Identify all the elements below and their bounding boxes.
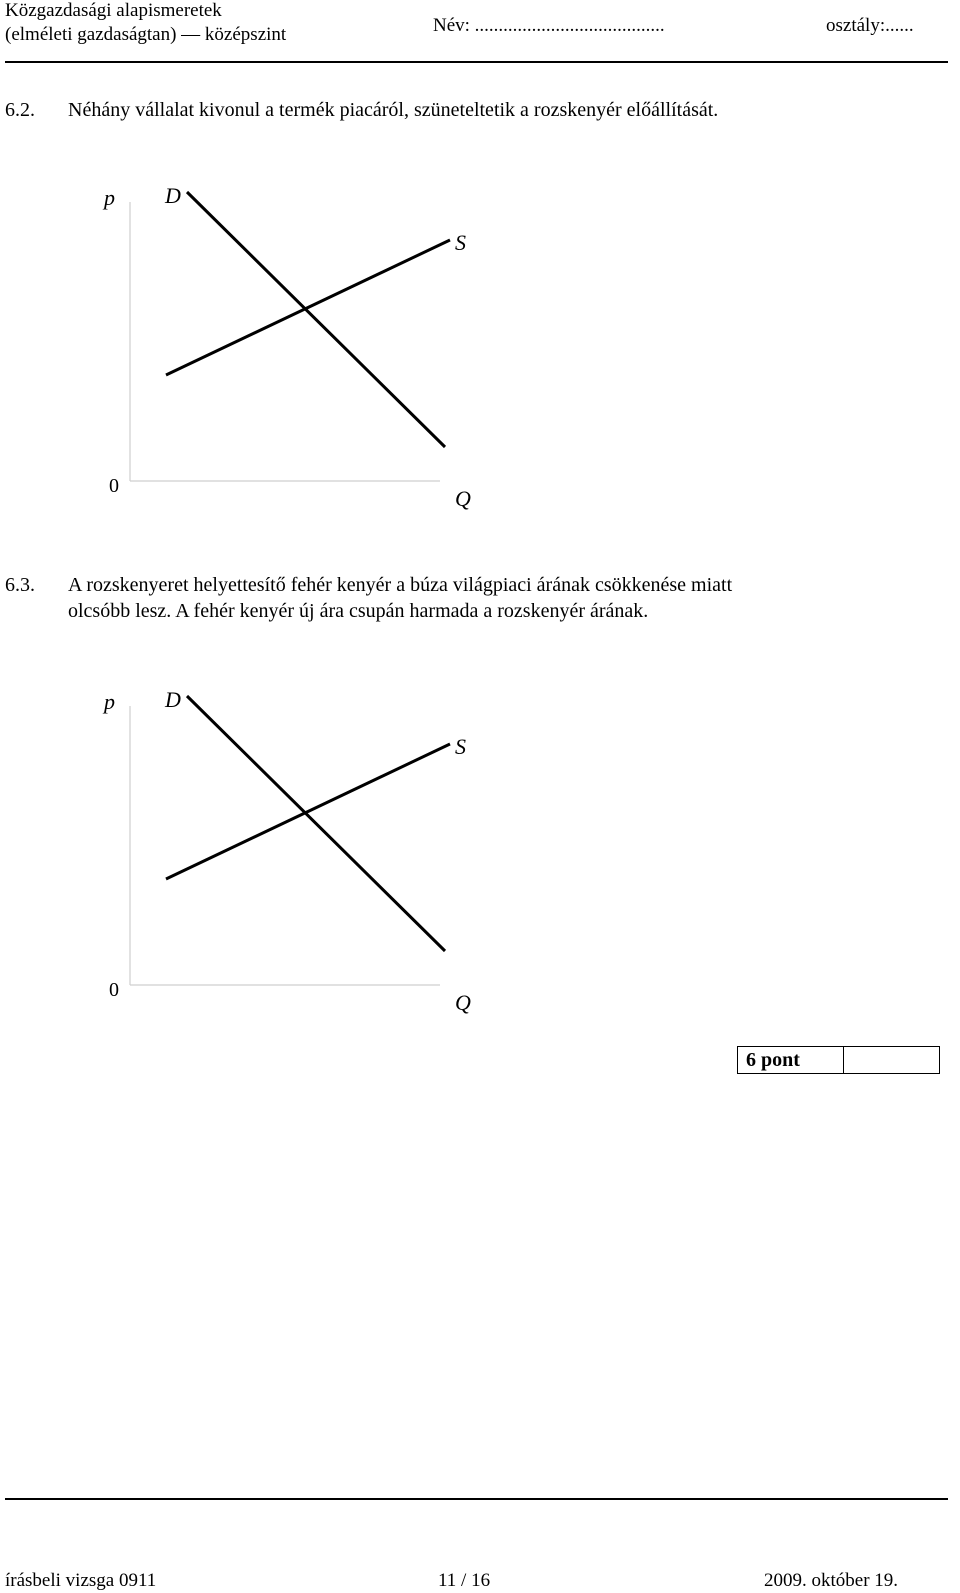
origin-label: 0 <box>109 475 119 497</box>
score-input-cell[interactable] <box>844 1047 939 1073</box>
supply-label: S <box>455 230 466 255</box>
supply-label: S <box>455 734 466 759</box>
supply-curve <box>166 240 450 375</box>
footer-page-number: 11 / 16 <box>438 1570 491 1591</box>
task-text-line: A rozskenyeret helyettesítő fehér kenyér a búza világpiaci árának csökkenése miatt <box>68 574 733 596</box>
task-number: 6.2. <box>5 99 35 121</box>
footer-exam: írásbeli vizsga 0911 <box>5 1570 157 1591</box>
subject-level: (elméleti gazdaságtan) — középszint <box>5 24 287 45</box>
class-field: osztály:...... <box>826 15 914 36</box>
task-number: 6.3. <box>5 574 35 596</box>
graph-1-lines <box>0 180 960 540</box>
graph-2-lines <box>0 684 960 1044</box>
score-box <box>737 1046 940 1074</box>
score-label: 6 pont <box>738 1047 844 1073</box>
demand-curve <box>187 192 445 447</box>
task-text-line: olcsóbb lesz. A fehér kenyér új ára csupán harmada a rozskenyér árának. <box>68 600 649 622</box>
footer-date: 2009. október 19. <box>764 1570 899 1591</box>
supply-curve <box>166 744 450 879</box>
demand-label: D <box>165 687 181 712</box>
x-axis-label: Q <box>455 990 471 1015</box>
y-axis-label: p <box>104 185 115 210</box>
origin-label: 0 <box>109 979 119 1001</box>
x-axis-label: Q <box>455 486 471 511</box>
task-text-line: Néhány vállalat kivonul a termék piacáról, szüneteltetik a rozskenyér előállítását. <box>68 99 719 121</box>
footer-rule <box>5 1498 948 1500</box>
demand-curve <box>187 696 445 951</box>
header-rule <box>5 61 948 63</box>
demand-label: D <box>165 183 181 208</box>
subject-title: Közgazdasági alapismeretek <box>5 0 222 21</box>
name-field: Név: ........................................ <box>433 15 665 36</box>
y-axis-label: p <box>104 689 115 714</box>
